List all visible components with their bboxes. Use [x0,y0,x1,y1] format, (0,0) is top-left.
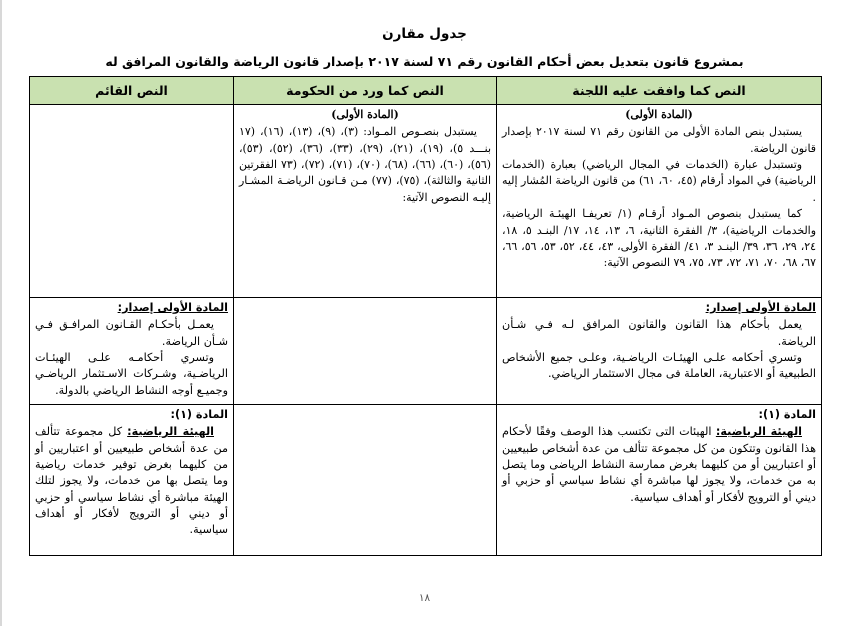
comparison-table-container [30,76,822,556]
cell-government-row-3 [234,405,497,556]
paragraph: وتسري أحكامه علـى الهيئـات الرياضـية، وعلـى جميع الأشخاص الطبيعية أو الاعتبارية، العاملة فى مجال الاستثمار الرياضي. [502,351,816,381]
defined-term: الهيئة الرياضية: [715,425,802,439]
table-row [30,298,822,405]
paragraph: يستبدل بنص المادة الأولى من القانون رقم ٧١ لسنة ٢٠١٧ بإصدار قانون الرياضة. [502,125,816,155]
cell-existing-row-3 [30,405,234,556]
cell-existing-row-2 [30,298,234,405]
paragraph: يعمل بأحكام هذا القانون والقانون المرافق لـه فـي شـأن الرياضة. [502,318,816,348]
paragraph [502,424,816,506]
table-row [30,405,822,556]
page-subtitle: بمشروع قانون بتعديل بعض أحكام القانون رقم ٧١ لسنة ٢٠١٧ بإصدار قانون الرياضة والقانون المرافق له [105,54,744,69]
article-heading: (المادة الأولى) [331,108,399,121]
cell-existing-row-1 [30,105,234,298]
article-heading: المادة (١): [758,408,816,421]
scan-edge-artifact [0,0,2,626]
page-number: ١٨ [418,592,431,604]
paragraph [35,424,228,538]
defined-term: الهيئة الرياضية: [127,425,214,439]
paragraph: وتسري أحكامـه علـى الهيئـات الرياضـية، وشـركات الاسـتثمار الرياضـي وجميـع أوجه النشاط الرياضي بالدولة. [35,351,228,397]
paragraph-text: الهيئات التى تكتسب هذا الوصف وفقًا لأحكام هذا القانون وتتكون من كل مجموعة تتألف من عدة أشخاص طبيعيين أو اعتباريين أو من كليهما بغرض ممارسة النشاط الرياضى وما يتصل به من خدمات، ولا يجوز لها مباشرة أي نشاط سياسي أو حزبي أو ديني أو الترويج لأفكار أو أهداف سياسية. [502,425,816,504]
article-heading: المادة الأولى إصدار: [705,301,816,314]
paragraph: وتستبدل عبارة (الخدمات في المجال الرياضي) بعبارة (الخدمات الرياضية) في المواد أرقام (٤٥، ٦٠، ٦١) من قانون الرياضة المُشار إليه . [502,158,816,204]
paragraph-text: كل مجموعة تتألف من عدة أشخاص طبيعيين أو اعتباريين أو من كليهما بغرض توفير خدمات رياضية وما يتصل بها من خدمات، ولا يجوز لتلك الهيئة مباشرة أي نشاط سياسي أو حزبي أو ديني أو الترويج لأفكار أو أهداف سياسية. [35,425,228,537]
article-heading: (المادة الأولى) [625,108,693,121]
article-heading: المادة (١): [170,408,228,421]
paragraph: يعمـل بأحكـام القـانون المرافـق فـي شـأن الرياضة. [35,318,228,348]
table-row [30,105,822,298]
column-header-committee: النص كما وافقت عليه اللجنة [497,77,822,105]
paragraph: كما يستبدل بنصوص المـواد أرقـام (١/ تعريفـا الهيئـة الرياضية، والخدمات الرياضية)، ٣/ الفقرة الثانية، ٦، ١٣، ١٤، ١٧/ البنـد ٥، ١٨، ٢٤، ٢٩، ٣٦، ٣٩/ البنـد ٣، ٤١/ الفقرة الأولى، ٤٣، ٤٤، ٥٢، ٥٣، ٥٦، ٦٦، ٦٧، ٦٨، ٧٠، ٧١، ٧٢، ٧٣، ٧٥، ٧٩ النصوص الآتية: [502,207,816,270]
cell-government-row-2 [234,298,497,405]
cell-committee-row-1 [497,105,822,298]
page-title: جدول مقارن [382,26,467,42]
cell-committee-row-2 [497,298,822,405]
cell-committee-row-3 [497,405,822,556]
article-heading: المادة الأولى إصدار: [117,301,228,314]
comparison-table [29,76,822,556]
table-header-row [30,77,822,105]
column-header-existing: النص القائم [30,77,234,105]
cell-government-row-1 [234,105,497,298]
column-header-government: النص كما ورد من الحكومة [234,77,497,105]
paragraph: يستبدل بنصـوص المـواد: (٣)، (٩)، (١٣)، (١٦)، (١٧ بنـــد ٥)، (١٩)، (٢١)، (٢٩)، (٣٣)، (٣٦)، (٥٢)، (٥٣)، (٥٦)، (٦٠)، (٦٦)، (٦٨)، (٧٠)، (٧١)، (٧٢)، (٧٣ الفقرتين الثانية والثالثة)، (٧٥)، (٧٧) مـن قـانون الرياضـة المشـار إليـه النصوص الآتية: [239,125,492,204]
